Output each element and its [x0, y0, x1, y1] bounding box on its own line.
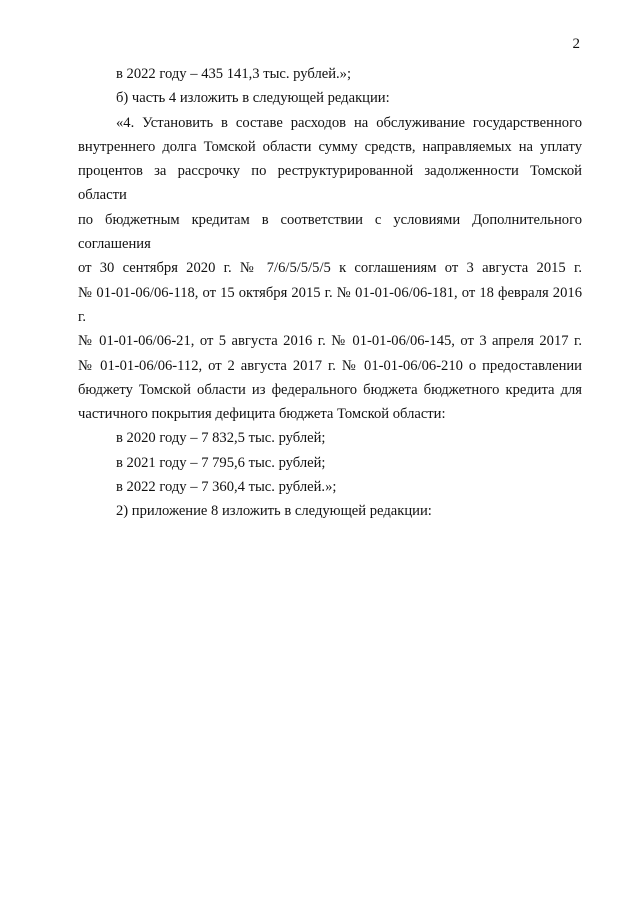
document-body [78, 62, 582, 524]
paragraph-2022-total: в 2022 году – 435 141,3 тыс. рублей.»; [116, 66, 352, 82]
clause-4-line: частичного покрытия дефицита бюджета Томской области: [78, 406, 446, 423]
paragraph-2020-amount: в 2020 году – 7 832,5 тыс. рублей; [116, 430, 326, 447]
clause-4-line: № 01-01-06/06-21, от 5 августа 2016 г. № 01-01-06/06-145, от 3 апреля 2017 г. [78, 333, 582, 350]
paragraph-clause-4 [78, 111, 582, 427]
clause-4-line: № 01-01-06/06-118, от 15 октября 2015 г. № 01-01-06/06-181, от 18 февраля 2016 г. [78, 284, 582, 325]
page-number: 2 [572, 36, 580, 52]
clause-4-line: внутреннего долга Томской области сумму средств, направляемых на уплату [78, 138, 582, 155]
clause-4-line: «4. Установить в составе расходов на обслуживание государственного [116, 114, 582, 131]
clause-4-line: по бюджетным кредитам в соответствии с условиями Дополнительного соглашения [78, 211, 582, 253]
paragraph-part-4: б) часть 4 изложить в следующей редакции: [116, 90, 390, 107]
paragraph-2021-amount: в 2021 году – 7 795,6 тыс. рублей; [116, 454, 326, 471]
clause-4-line: от 30 сентября 2020 г. № 7/6/5/5/5/5 к соглашениям от 3 августа 2015 г. [78, 260, 582, 277]
clause-4-line: процентов за рассрочку по реструктурированной задолженности Томской области [78, 163, 582, 204]
clause-4-line: № 01-01-06/06-112, от 2 августа 2017 г. № 01-01-06/06-210 о предоставлении [78, 357, 582, 374]
paragraph-2022-amount: в 2022 году – 7 360,4 тыс. рублей.»; [116, 479, 337, 496]
clause-4-line: бюджету Томской области из федерального бюджета бюджетного кредита для [78, 381, 582, 398]
paragraph-appendix-8: 2) приложение 8 изложить в следующей редакции: [116, 503, 432, 520]
